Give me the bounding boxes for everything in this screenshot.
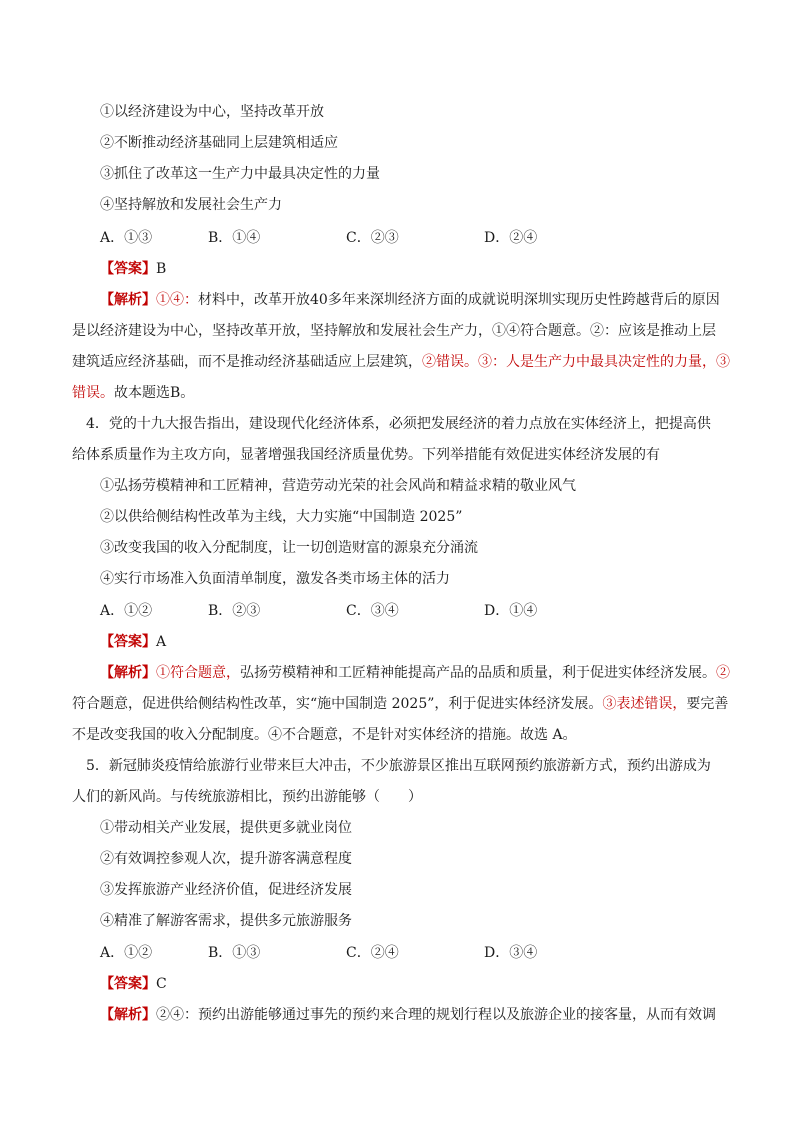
q4-option-a: A．①②	[100, 603, 153, 619]
answer-tag: 【答案】	[100, 634, 156, 650]
q3-option-d: D．②④	[484, 230, 538, 246]
q4-item-2: ②以供给侧结构性改革为主线，大力实施“中国制造 2025”	[100, 509, 463, 525]
q5-option-d: D．③④	[484, 945, 538, 961]
analysis-red-text: ①④：	[156, 292, 198, 308]
q4-item-4: ④实行市场准入负面清单制度，激发各类市场主体的活力	[100, 571, 450, 587]
analysis-tag: 【解析】	[100, 1007, 156, 1023]
q5-answer	[100, 974, 167, 994]
analysis-text: 符合题意，促进供给侧结构性改革，实“施中国制造 2025”，利于促进实体经济发展。	[72, 696, 603, 712]
q5-item-3: ③发挥旅游产业经济价值，促进经济发展	[100, 882, 352, 898]
q3-analysis-line-4	[72, 383, 194, 403]
analysis-text: 要完善	[686, 696, 729, 712]
q5-stem-line-2: 人们的新风尚。与传统旅游相比，预约出游能够（ ）	[72, 789, 422, 805]
analysis-text: 故本题选B。	[114, 385, 195, 401]
analysis-text: 是以经济建设为中心，坚持改革开放，坚持解放和发展社会生产力，①④符合题意。②：应该是推动上层	[72, 323, 716, 339]
q3-option-c: C．②③	[346, 230, 399, 246]
q4-option-b: B．②③	[208, 603, 261, 619]
q5-analysis-line-1	[100, 1005, 716, 1025]
q4-analysis-line-2	[72, 694, 728, 714]
q3-analysis-line-2	[72, 321, 716, 341]
q5-item-1: ①带动相关产业发展，提供更多就业岗位	[100, 820, 352, 836]
analysis-tag: 【解析】	[100, 665, 156, 681]
analysis-text: 弘扬劳模精神和工匠精神能提高产品的品质和质量，利于促进实体经济发展。	[240, 665, 716, 681]
q5-option-a: A．①②	[100, 945, 153, 961]
q5-option-b: B．①③	[208, 945, 261, 961]
q3-analysis-line-3	[72, 352, 730, 372]
q5-option-c: C．②④	[346, 945, 399, 961]
q3-item-1: ①以经济建设为中心，坚持改革开放	[100, 104, 324, 120]
answer-tag: 【答案】	[100, 976, 156, 992]
q4-stem-line-2: 给体系质量作为主攻方向，显著增强我国经济质量优势。下列举措能有效促进实体经济发展的有	[72, 447, 660, 463]
answer-value: B	[156, 261, 167, 277]
analysis-text: ②④：预约出游能够通过事先的预约来合理的规划行程以及旅游企业的接客量，从而有效调	[156, 1007, 716, 1023]
analysis-red-text: ②	[716, 665, 730, 681]
q3-option-a: A．①③	[100, 230, 153, 246]
analysis-text: 材料中，改革开放40多年来深圳经济方面的成就说明深圳实现历史性跨越背后的原因	[198, 292, 720, 308]
analysis-text: 建筑适应经济基础，而不是推动经济基础适应上层建筑，	[72, 354, 422, 370]
answer-tag: 【答案】	[100, 261, 156, 277]
q4-analysis-line-1	[100, 663, 730, 683]
q3-item-3: ③抓住了改革这一生产力中最具决定性的力量	[100, 166, 380, 182]
q4-stem-line-1: 4．党的十九大报告指出，建设现代化经济体系，必须把发展经济的着力点放在实体经济上，把提高供	[86, 416, 711, 432]
q3-option-b: B．①④	[208, 230, 261, 246]
q3-item-4: ④坚持解放和发展社会生产力	[100, 197, 282, 213]
q4-option-c: C．③④	[346, 603, 399, 619]
answer-value: A	[156, 634, 167, 650]
analysis-red-text: ②错误。③：人是生产力中最具决定性的力量，③	[422, 354, 730, 370]
analysis-red-text: ③表述错误，	[602, 696, 687, 712]
q5-stem-line-1: 5．新冠肺炎疫情给旅游行业带来巨大冲击，不少旅游景区推出互联网预约旅游新方式，预约出游成为	[86, 758, 711, 774]
analysis-red-text: 错误。	[72, 385, 114, 401]
q3-analysis-line-1	[100, 290, 720, 310]
analysis-text: 不是改变我国的收入分配制度。④不合题意，不是针对实体经济的措施。故选 A。	[72, 727, 577, 743]
q5-item-4: ④精准了解游客需求，提供多元旅游服务	[100, 913, 352, 929]
q4-item-1: ①弘扬劳模精神和工匠精神，营造劳动光荣的社会风尚和精益求精的敬业风气	[100, 478, 576, 494]
q4-analysis-line-3	[72, 725, 577, 745]
q4-answer	[100, 632, 166, 652]
q3-answer	[100, 259, 166, 279]
q5-item-2: ②有效调控参观人次，提升游客满意程度	[100, 851, 352, 867]
q4-option-d: D．①④	[484, 603, 538, 619]
analysis-red-text: ①符合题意，	[156, 665, 240, 681]
answer-value: C	[156, 976, 167, 992]
q4-item-3: ③改变我国的收入分配制度，让一切创造财富的源泉充分涌流	[100, 540, 478, 556]
q3-item-2: ②不断推动经济基础同上层建筑相适应	[100, 135, 338, 151]
analysis-tag: 【解析】	[100, 292, 156, 308]
